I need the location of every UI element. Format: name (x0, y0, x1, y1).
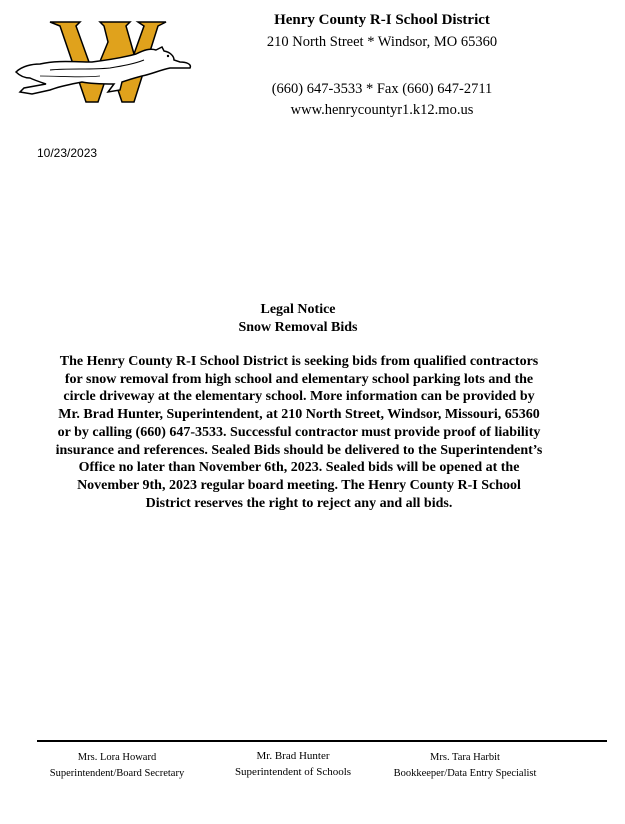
body-line: District reserves the right to reject any and all bids. (145, 495, 453, 511)
notice-date: 10/23/2023 (37, 146, 98, 160)
body-line: November 9th, 2023 regular board meeting. The Henry County R-I School (77, 477, 521, 493)
signatory-harbit (370, 750, 560, 782)
notice-title: Legal Notice (260, 302, 336, 317)
body-line: circle driveway at the elementary school. More information can be provided by (63, 389, 535, 405)
body-line: Mr. Brad Hunter, Superintendent, at 210 North Street, Windsor, Missouri, 65360 (58, 407, 540, 423)
signatory-name: Mrs. Tara Harbit (430, 752, 500, 763)
signatory-howard (22, 750, 212, 782)
body-line: Office no later than November 6th, 2023. Sealed bids will be opened at the (78, 460, 520, 476)
signatory-title: Superintendent of Schools (234, 766, 352, 778)
signatory-title: Superintendent/Board Secretary (49, 768, 185, 779)
district-name: Henry County R-I School District (274, 12, 490, 28)
footer-divider (37, 740, 607, 742)
body-line: for snow removal from high school and elementary school parking lots and the (64, 371, 534, 387)
signatory-hunter (198, 748, 388, 780)
signatory-name: Mrs. Lora Howard (77, 752, 157, 763)
signatory-name: Mr. Brad Hunter (256, 750, 330, 762)
district-phone: (660) 647-3533 * Fax (660) 647-2711 (271, 81, 493, 97)
signatory-title: Bookkeeper/Data Entry Specialist (393, 768, 537, 779)
notice-subtitle: Snow Removal Bids (238, 320, 358, 335)
district-address: 210 North Street * Windsor, MO 65360 (266, 34, 498, 50)
body-line: or by calling (660) 647-3533. Successful contractor must provide proof of liability (57, 424, 541, 440)
body-line: The Henry County R-I School District is seeking bids from qualified contractors (59, 354, 539, 369)
district-logo (10, 14, 195, 104)
notice-body (32, 353, 566, 512)
district-website: www.henrycountyr1.k12.mo.us (290, 102, 474, 118)
body-line: insurance and references. Sealed Bids should be delivered to the Superintendent’s (55, 442, 543, 458)
